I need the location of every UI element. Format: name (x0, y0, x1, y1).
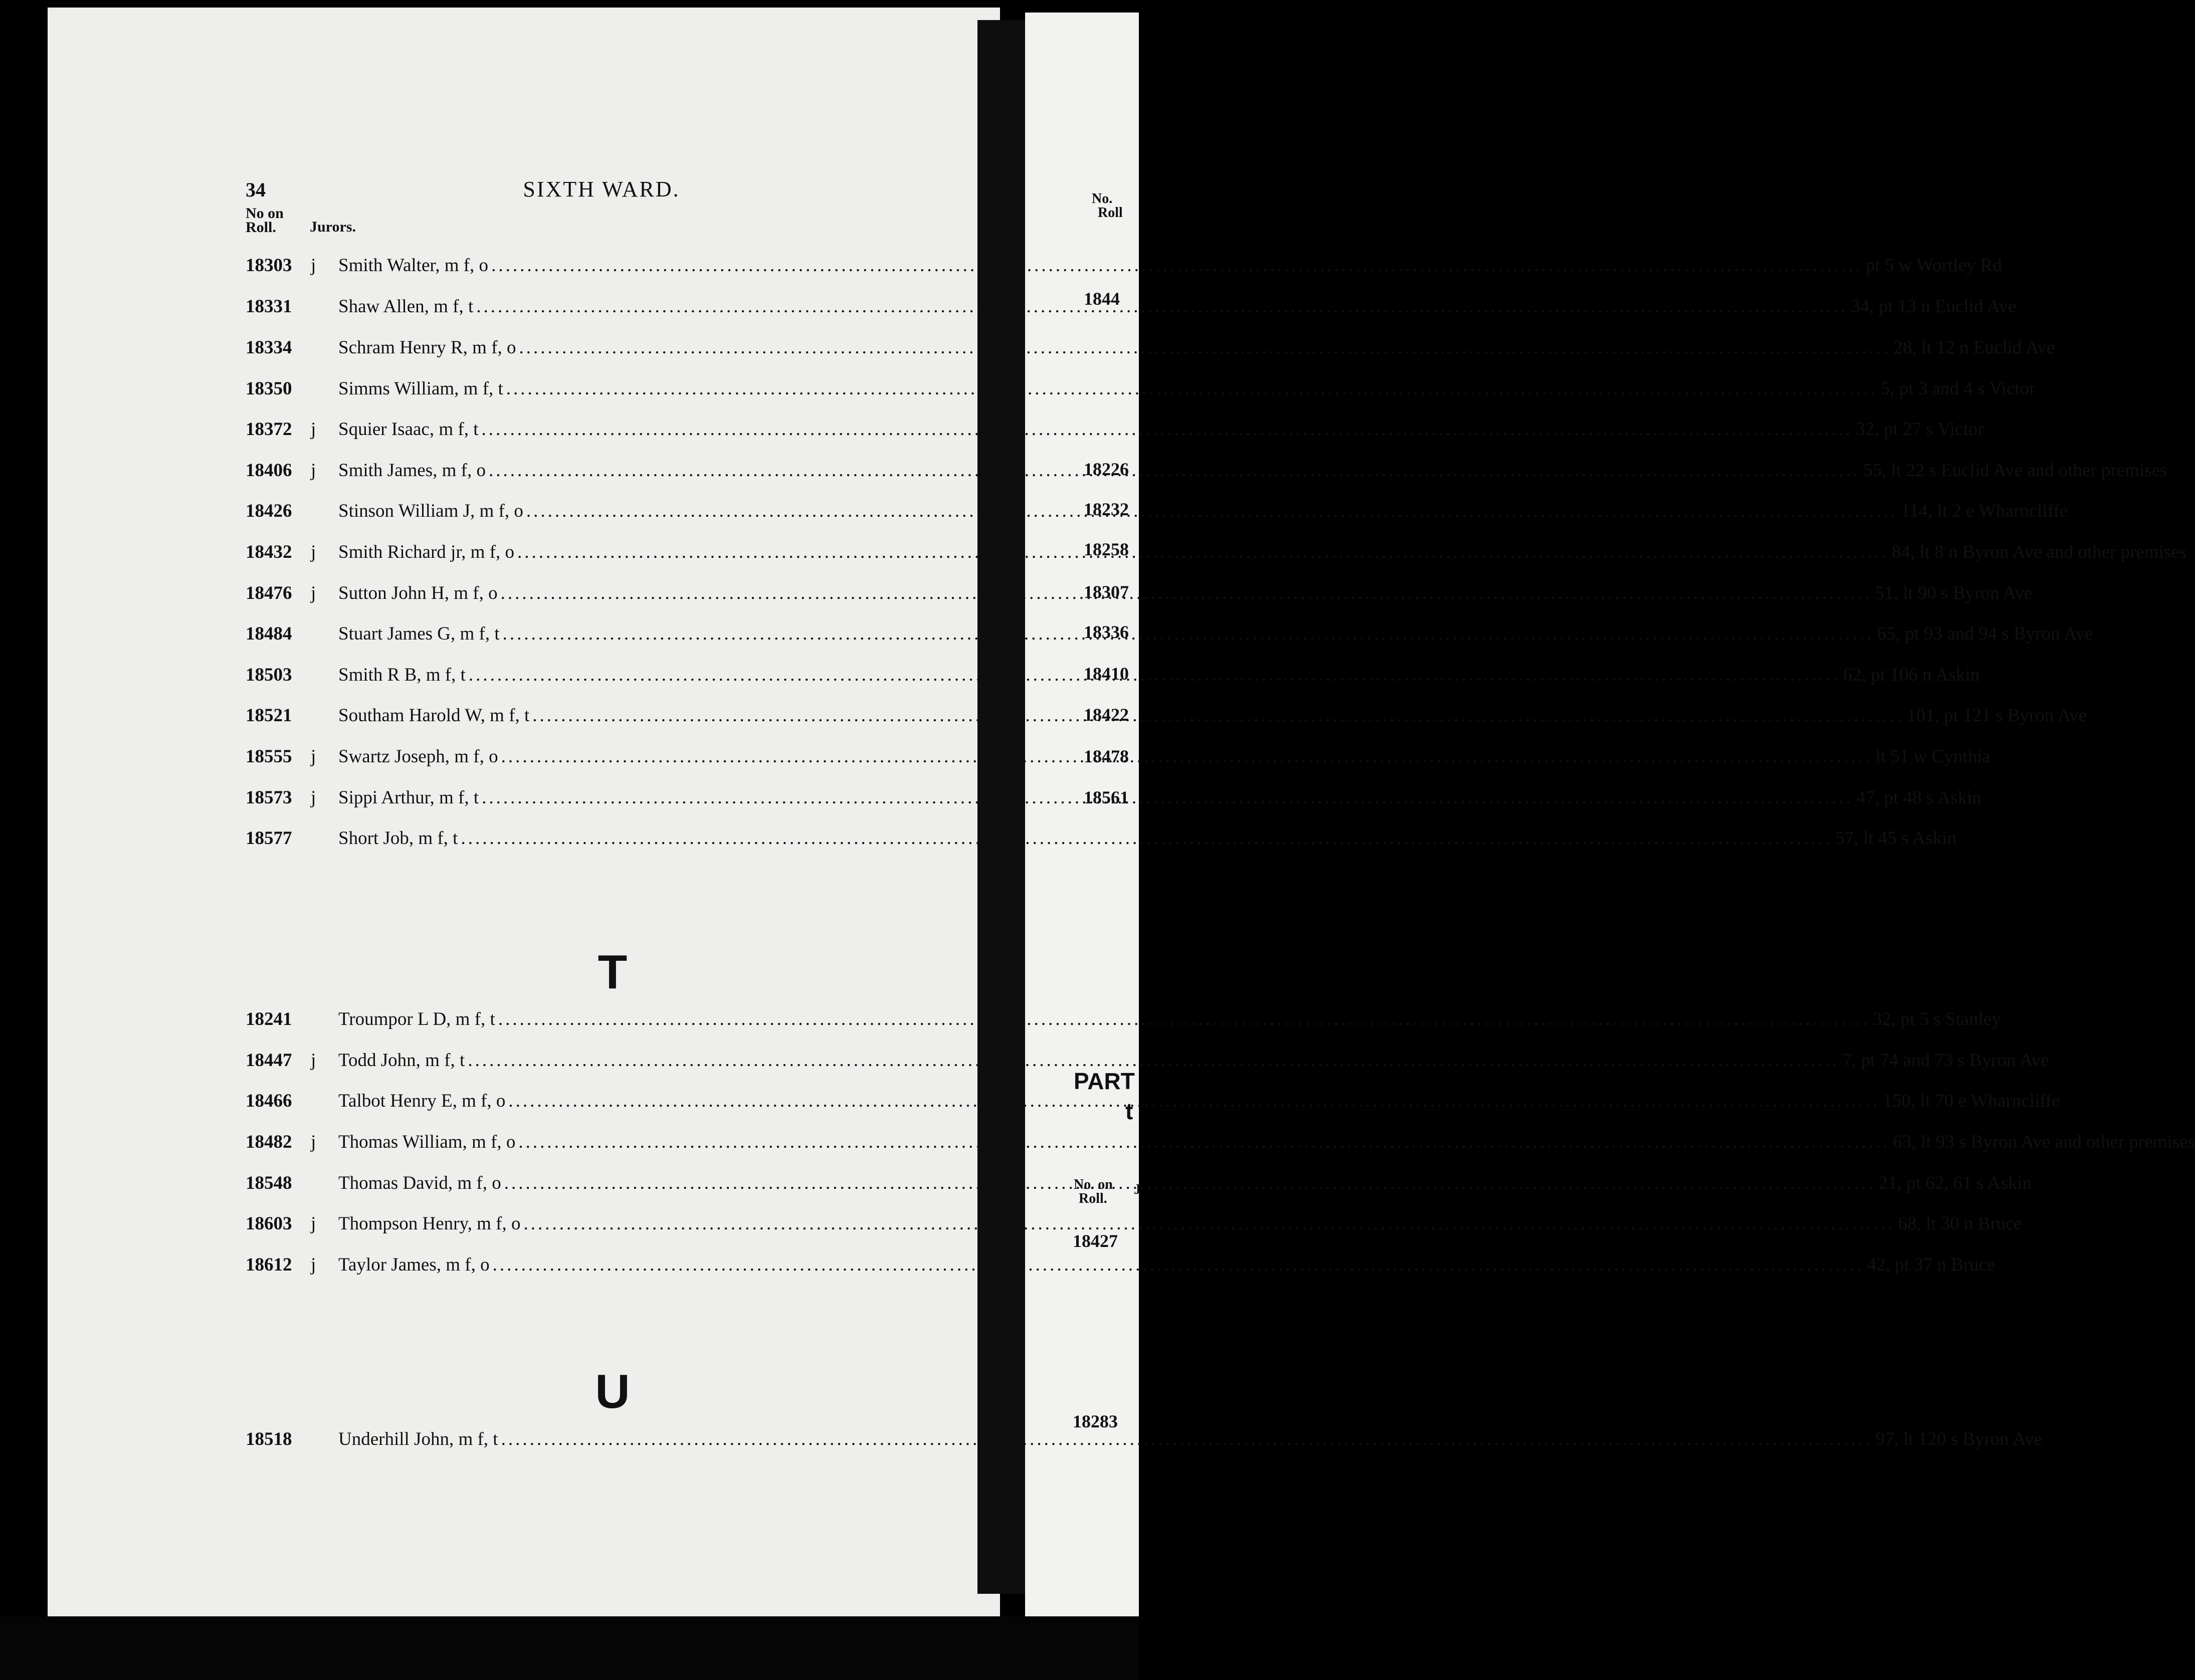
property-description: 55, lt 22 s Euclid Ave and other premises (1863, 460, 2167, 481)
elector-name: Sippi Arthur, m f, t (338, 787, 479, 808)
dot-leader (516, 337, 1894, 358)
dot-leader (478, 418, 1856, 440)
property-description: 42, pt 37 n Bruce (1867, 1254, 1996, 1275)
listing-row (246, 1008, 2001, 1033)
right-roll-number: 18307 (1084, 582, 1129, 602)
property-description: 7, pt 74 and 73 s Byron Ave (1842, 1050, 2049, 1071)
roll-number: 18350 (246, 378, 292, 399)
roll-number: 18432 (246, 542, 292, 562)
right-roll-number: 18410 (1084, 664, 1129, 684)
roll-number: 18518 (246, 1429, 292, 1449)
juror-mark: j (311, 583, 316, 603)
elector-name: Thompson Henry, m f, o (338, 1213, 521, 1234)
property-description: pt 5 w Wortley Rd (1866, 255, 2002, 276)
roll-number: 18573 (246, 787, 292, 808)
dot-leader (466, 664, 1843, 686)
elector-name: Smith Walter, m f, o (338, 255, 489, 276)
juror-mark: j (311, 419, 316, 440)
roll-number: 18447 (246, 1050, 292, 1071)
juror-mark: j (311, 746, 316, 767)
section-letter: U (595, 1365, 630, 1418)
elector-name: Underhill John, m f, t (338, 1429, 498, 1449)
elector-name: Smith Richard jr, m f, o (338, 542, 515, 562)
dot-leader (498, 746, 1876, 767)
right-roll-number: 18258 (1084, 539, 1129, 559)
roll-number: 18503 (246, 665, 292, 685)
roll-number: 18241 (246, 1009, 292, 1029)
dot-leader (529, 705, 1907, 726)
elector-name: Schram Henry R, m f, o (338, 337, 516, 358)
listing-row (246, 255, 2002, 280)
right-roll-number: 18478 (1084, 746, 1129, 766)
listing-row (246, 1428, 2042, 1453)
dot-leader (498, 582, 1875, 604)
property-description: 84, lt 8 n Byron Ave and other premises (1892, 542, 2187, 562)
dot-leader (498, 1428, 1876, 1450)
property-description: 34, pt 13 n Euclid Ave (1851, 296, 2017, 317)
juror-mark: j (311, 255, 316, 276)
elector-name: Smith R B, m f, t (338, 665, 466, 685)
listing-row (246, 418, 1984, 444)
scan-border (0, 1616, 1139, 1680)
right-col-j: J (1134, 1182, 1141, 1197)
right-header-roll: Roll (1098, 205, 1123, 221)
right-col-roll: Roll. (1079, 1191, 1107, 1206)
roll-number: 18521 (246, 705, 292, 726)
roll-number: 18603 (246, 1213, 292, 1234)
entry-text (338, 418, 1984, 440)
listing-row (246, 378, 2036, 403)
elector-name: Southam Harold W, m f, t (338, 705, 530, 726)
dot-leader (500, 623, 1877, 645)
entry-text (338, 1213, 2023, 1234)
column-header-jurors: Jurors. (310, 219, 356, 235)
elector-name: Shaw Allen, m f, t (338, 296, 474, 317)
juror-mark: j (311, 542, 316, 562)
right-roll-number: 18336 (1084, 622, 1129, 642)
right-roll-number: 18561 (1084, 787, 1129, 807)
entry-text (338, 1008, 2001, 1030)
property-description: 5, pt 3 and 4 s Victor (1880, 378, 2036, 399)
elector-name: Sutton John H, m f, o (338, 583, 498, 603)
property-description: 97, lt 120 s Byron Ave (1875, 1429, 2042, 1449)
entry-text (338, 1428, 2042, 1450)
property-description: 32, pt 27 s Victor (1856, 419, 1984, 440)
dot-leader (503, 378, 1881, 399)
entry-text (338, 1090, 2060, 1112)
property-description: 101, pt 121 s Byron Ave (1907, 705, 2087, 726)
dot-leader (520, 1213, 1898, 1234)
roll-number: 18548 (246, 1173, 292, 1193)
property-description: 65, pt 93 and 94 s Byron Ave (1877, 623, 2093, 644)
left-page (48, 8, 1000, 1616)
dot-leader (458, 827, 1835, 849)
roll-number: 18577 (246, 828, 292, 849)
entry-text (338, 1049, 2049, 1071)
property-description: 57, lt 45 s Askin (1835, 828, 1957, 849)
entry-text (338, 255, 2002, 276)
listing-row (246, 1213, 2023, 1238)
dot-leader (523, 500, 1901, 522)
roll-number: 18334 (246, 337, 292, 358)
listing-row (246, 1049, 2049, 1075)
roll-number: 18466 (246, 1091, 292, 1111)
right-part-subheading: t (1125, 1098, 1133, 1124)
roll-number: 18406 (246, 460, 292, 481)
dot-leader (490, 1254, 1867, 1276)
juror-mark: j (311, 1132, 316, 1152)
right-roll-number: 18226 (1084, 459, 1129, 479)
elector-name: Thomas William, m f, o (338, 1132, 516, 1152)
roll-number: 18612 (246, 1254, 292, 1275)
dot-leader (479, 787, 1856, 808)
dot-leader (473, 296, 1851, 317)
listing-row (246, 337, 2055, 362)
entry-text (338, 378, 2036, 399)
elector-name: Thomas David, m f, o (338, 1173, 501, 1193)
property-description: 47, pt 48 s Askin (1856, 787, 1981, 808)
dot-leader (501, 1172, 1879, 1194)
roll-number: 18476 (246, 583, 292, 603)
page-number: 34 (246, 178, 266, 201)
entry-text (338, 827, 1957, 849)
juror-mark: j (311, 1050, 316, 1071)
elector-name: Stinson William J, m f, o (338, 501, 523, 521)
entry-text (338, 337, 2055, 358)
elector-name: Troumpor L D, m f, t (338, 1009, 495, 1029)
right-col-no-on: No. on (1074, 1177, 1113, 1192)
property-description: 62, pt 106 n Askin (1843, 665, 1980, 685)
property-description: 21, pt 62, 61 s Askin (1878, 1173, 2032, 1193)
elector-name: Talbot Henry E, m f, o (338, 1091, 506, 1111)
right-roll-number: 18427 (1073, 1231, 1118, 1251)
property-description: 114, lt 2 e Wharncliffe (1900, 501, 2068, 521)
listing-row (246, 1090, 2060, 1115)
dot-leader (514, 541, 1892, 563)
right-roll-number: 18232 (1084, 499, 1129, 519)
property-description: lt 51 w Cynthia (1875, 746, 1990, 767)
section-letter: T (597, 945, 628, 999)
roll-number: 18482 (246, 1132, 292, 1152)
listing-row (246, 827, 1957, 853)
elector-name: Squier Isaac, m f, t (338, 419, 479, 440)
roll-number: 18372 (246, 419, 292, 440)
entry-text (338, 1131, 2195, 1153)
right-roll-number: 18283 (1073, 1411, 1118, 1431)
right-part-heading: PART (1074, 1068, 1135, 1094)
roll-number: 18484 (246, 623, 292, 644)
listing-row (246, 1254, 1996, 1279)
roll-number: 18555 (246, 746, 292, 767)
roll-number: 18303 (246, 255, 292, 276)
elector-name: Taylor James, m f, o (338, 1254, 490, 1275)
dot-leader (465, 1049, 1842, 1071)
right-header-no: No. (1092, 191, 1113, 206)
roll-number: 18331 (246, 296, 292, 317)
property-description: 51, lt 90 s Byron Ave (1875, 583, 2033, 603)
column-header-roll: No on Roll. (246, 205, 284, 236)
elector-name: Swartz Joseph, m f, o (338, 746, 498, 767)
juror-mark: j (311, 460, 316, 481)
listing-row (246, 1131, 2195, 1156)
right-roll-number: 1844 (1084, 289, 1120, 309)
property-description: 28, lt 12 n Euclid Ave (1893, 337, 2055, 358)
elector-name: Smith James, m f, o (338, 460, 486, 481)
elector-name: Simms William, m f, t (338, 378, 503, 399)
dot-leader (515, 1131, 1893, 1153)
dot-leader (486, 460, 1863, 481)
elector-name: Todd John, m f, t (338, 1050, 465, 1071)
dot-leader (488, 255, 1866, 276)
juror-mark: j (311, 1254, 316, 1275)
property-description: 63, lt 93 s Byron Ave and other premises (1893, 1132, 2195, 1152)
property-description: 150, lt 70 e Wharncliffe (1883, 1091, 2060, 1111)
page-title: SIXTH WARD. (523, 177, 680, 201)
right-roll-number: 18422 (1084, 705, 1129, 725)
elector-name: Stuart James G, m f, t (338, 623, 500, 644)
property-description: 68, lt 30 n Bruce (1898, 1213, 2023, 1234)
roll-number: 18426 (246, 501, 292, 521)
property-description: 32, pt 5 s Stanley (1872, 1009, 2001, 1029)
dot-leader (505, 1090, 1883, 1112)
elector-name: Short Job, m f, t (338, 828, 458, 849)
entry-text (338, 1254, 1996, 1276)
dot-leader (495, 1008, 1873, 1030)
juror-mark: j (311, 787, 316, 808)
juror-mark: j (311, 1213, 316, 1234)
